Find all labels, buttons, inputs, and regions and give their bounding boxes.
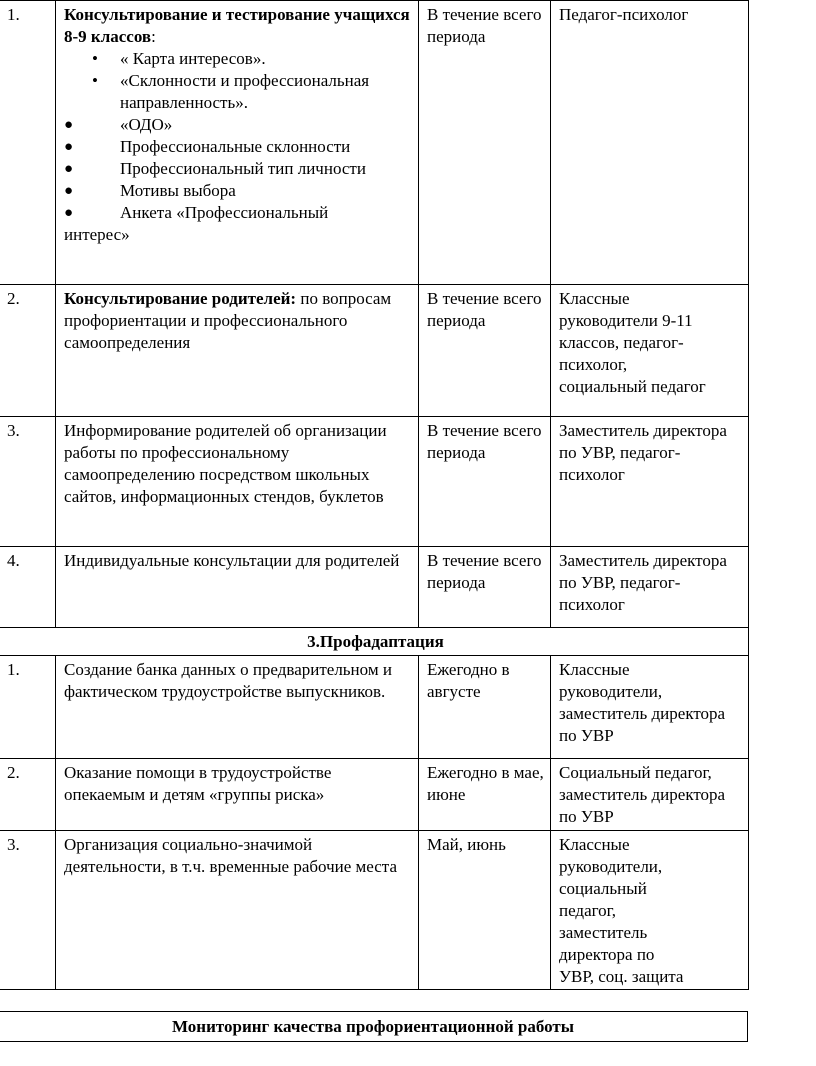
responsible-line: заместитель директора — [559, 785, 726, 804]
bullet-icon: • — [92, 71, 98, 90]
activity-cell: Создание банка данных о предварительном и фактическом трудоустройстве выпускников. — [56, 656, 419, 759]
period-cell: В течение всего периода — [419, 417, 551, 547]
responsible-line: директора по — [559, 945, 655, 964]
period-cell: Ежегодно в августе — [419, 656, 551, 759]
responsible-line: психолог, — [559, 355, 628, 374]
table-row — [0, 417, 749, 547]
activity-title: Консультирование родителей: — [64, 289, 297, 308]
list-item — [64, 136, 414, 158]
responsible-cell — [551, 831, 749, 990]
period-cell: Май, июнь — [419, 831, 551, 990]
table-row — [0, 831, 749, 990]
list-item-text: Мотивы выбора — [120, 181, 236, 200]
row-number: 2. — [0, 285, 56, 417]
responsible-line: УВР, соц. защита — [559, 967, 684, 986]
responsible-cell: Педагог-психолог — [551, 1, 749, 285]
responsible-line: заместитель — [559, 923, 648, 942]
responsible-line: Классные — [559, 835, 630, 854]
bullet-icon: ● — [64, 205, 74, 221]
bullet-icon: ● — [64, 139, 74, 155]
list-item-text: Профессиональные склонности — [120, 137, 351, 156]
table-row — [0, 759, 749, 831]
activity-cell: Оказание помощи в трудоустройстве опекаемым и детям «группы риска» — [56, 759, 419, 831]
row-number: 3. — [0, 417, 56, 547]
list-item — [64, 48, 414, 70]
row-number: 2. — [0, 759, 56, 831]
activity-cell: Информирование родителей об организации работы по профессиональному самоопределению посредством школьных сайтов, информационных стендов, буклетов — [56, 417, 419, 547]
responsible-cell — [551, 759, 749, 831]
responsible-line: Социальный педагог, — [559, 763, 712, 782]
activity-text: по вопросам профориентации и профессионального самоопределения — [64, 289, 392, 352]
bullet-icon: ● — [64, 161, 74, 177]
activity-cell: Организация социально-значимой деятельности, в т.ч. временные рабочие места — [56, 831, 419, 990]
activity-title-suffix: : — [151, 27, 156, 46]
row-number: 1. — [0, 1, 56, 285]
list-item-text: Анкета «Профессиональный — [120, 203, 329, 222]
list-item-text: «ОДО» — [120, 115, 173, 134]
responsible-line: руководители, — [559, 857, 663, 876]
responsible-line: по УВР — [559, 807, 614, 826]
responsible-line: руководители 9-11 — [559, 311, 693, 330]
row-number: 1. — [0, 656, 56, 759]
table-row — [0, 547, 749, 628]
period-cell: В течение всего периода — [419, 1, 551, 285]
responsible-line: педагог, — [559, 901, 616, 920]
list-item — [64, 202, 414, 224]
responsible-cell — [551, 285, 749, 417]
activity-cell — [56, 285, 419, 417]
activity-cell — [56, 1, 419, 285]
list-item — [64, 180, 414, 202]
responsible-line: руководители, — [559, 682, 663, 701]
responsible-line: заместитель директора — [559, 704, 726, 723]
list-item-text: «Склонности и профессиональная направленность». — [120, 71, 370, 112]
responsible-cell: Заместитель директора по УВР, педагог-психолог — [551, 417, 749, 547]
responsible-line: социальный педагог — [559, 377, 706, 396]
row-number: 3. — [0, 831, 56, 990]
responsible-line: классов, педагог- — [559, 333, 684, 352]
row-number: 4. — [0, 547, 56, 628]
bullet-icon: • — [92, 49, 98, 68]
responsible-cell — [551, 656, 749, 759]
list-item-text: « Карта интересов». — [120, 49, 266, 68]
responsible-line: по УВР — [559, 726, 614, 745]
table-row — [0, 285, 749, 417]
period-cell: В течение всего периода — [419, 547, 551, 628]
section-header-row — [0, 628, 749, 656]
table-row — [0, 1, 749, 285]
responsible-cell: Заместитель директора по УВР, педагог-психолог — [551, 547, 749, 628]
bullet-icon: ● — [64, 117, 74, 133]
list-item — [64, 158, 414, 180]
activity-title: Консультирование и тестирование учащихся 8-9 классов — [64, 5, 410, 46]
list-item — [64, 114, 414, 136]
bullet-icon: ● — [64, 183, 74, 199]
monitoring-section-title: Мониторинг качества профориентационной работы — [0, 1011, 748, 1042]
section-title: 3.Профадаптация — [0, 628, 749, 656]
period-cell: В течение всего периода — [419, 285, 551, 417]
table-row — [0, 656, 749, 759]
list-item — [64, 70, 414, 114]
list-item-continuation: интерес» — [64, 225, 130, 244]
list-item-text: Профессиональный тип личности — [120, 159, 366, 178]
period-cell: Ежегодно в мае, июне — [419, 759, 551, 831]
responsible-line: Классные — [559, 660, 630, 679]
responsible-line: социальный — [559, 879, 647, 898]
responsible-line: Классные — [559, 289, 630, 308]
activity-cell: Индивидуальные консультации для родителей — [56, 547, 419, 628]
